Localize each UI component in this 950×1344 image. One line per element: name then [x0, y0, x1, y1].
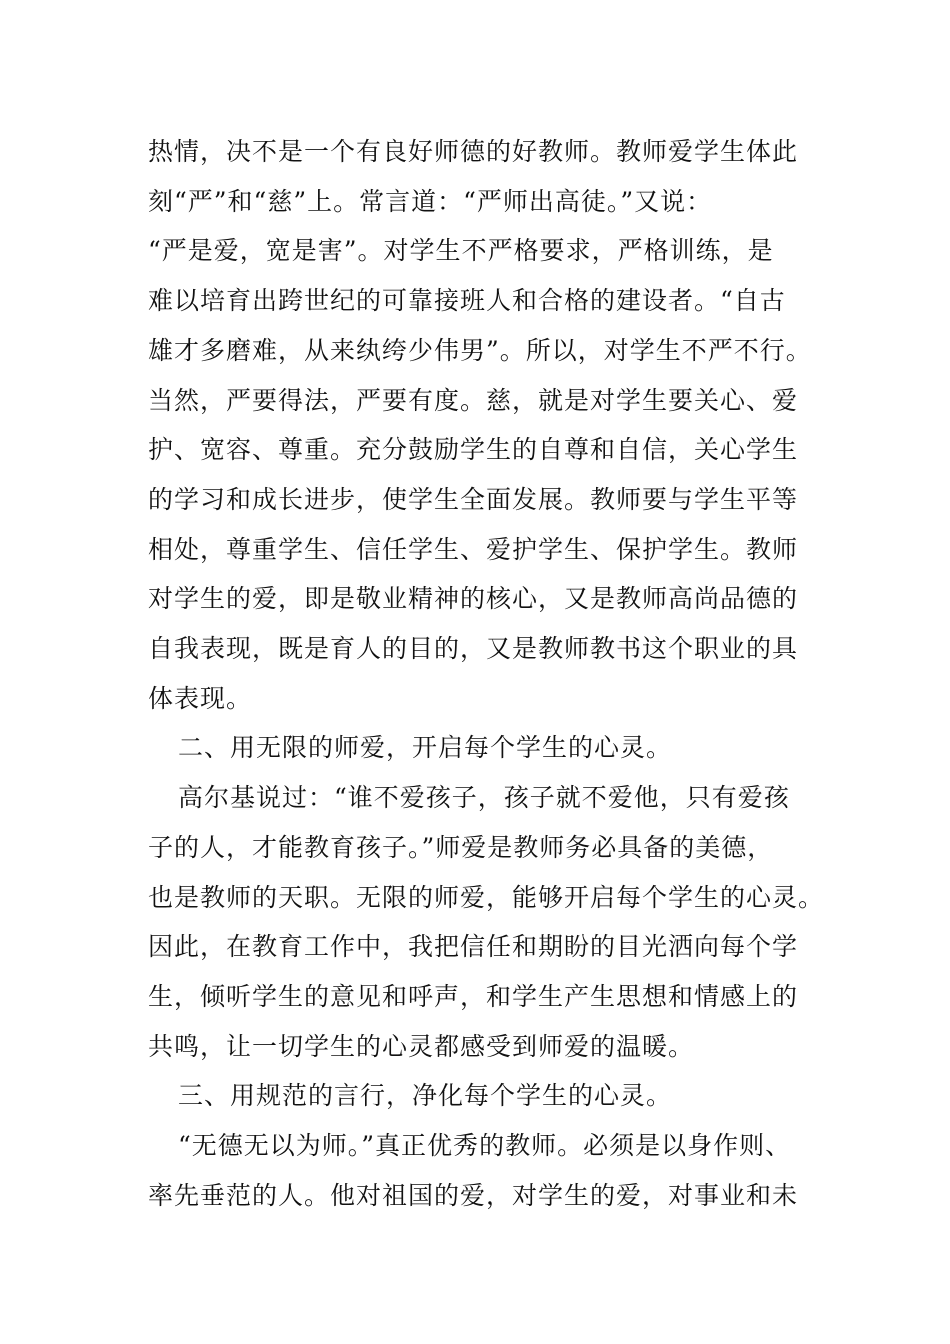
- text-line: 的学习和成长进步，使学生全面发展。教师要与学生平等: [148, 485, 799, 514]
- text-line: 子的人，才能教育孩子。”师爱是教师务必具备的美德，: [148, 833, 774, 862]
- text-line: 自我表现，既是育人的目的，又是教师教书这个职业的具: [148, 634, 799, 663]
- text-line: 雄才多磨难，从来纨绔少伟男”。所以，对学生不严不行。: [148, 336, 812, 365]
- section-heading: 三、用规范的言行，净化每个学生的心灵。: [178, 1081, 673, 1110]
- text-line: 相处，尊重学生、信任学生、爱护学生、保护学生。教师: [148, 535, 799, 564]
- text-line: “无德无以为师。”真正优秀的教师。必须是以身作则、: [178, 1131, 792, 1160]
- text-line: 也是教师的天职。无限的师爱，能够开启每个学生的心灵。: [148, 883, 825, 912]
- text-line: “严是爱，宽是害”。对学生不严格要求，严格训练，是: [148, 236, 774, 265]
- text-line: 刻“严”和“慈”上。常言道：“严师出高徒。”又说：: [148, 187, 713, 216]
- text-line: 体表现。: [148, 684, 253, 713]
- text-line: 难以培育出跨世纪的可靠接班人和合格的建设者。“自古: [148, 286, 786, 315]
- text-line: 热情，决不是一个有良好师德的好教师。教师爱学生体此: [148, 137, 799, 166]
- section-heading: 二、用无限的师爱，开启每个学生的心灵。: [178, 733, 673, 762]
- text-line: 共鸣，让一切学生的心灵都感受到师爱的温暖。: [148, 1032, 695, 1061]
- text-line: 高尔基说过：“谁不爱孩子，孩子就不爱他，只有爱孩: [178, 783, 790, 812]
- text-line: 护、宽容、尊重。充分鼓励学生的自尊和自信，关心学生: [148, 435, 799, 464]
- text-line: 当然，严要得法，严要有度。慈，就是对学生要关心、爱: [148, 386, 799, 415]
- text-line: 生，倾听学生的意见和呼声，和学生产生思想和情感上的: [148, 982, 799, 1011]
- text-line: 因此，在教育工作中，我把信任和期盼的目光洒向每个学: [148, 932, 799, 961]
- text-line: 率先垂范的人。他对祖国的爱，对学生的爱，对事业和未: [148, 1181, 799, 1210]
- text-line: 对学生的爱，即是敬业精神的核心，又是教师高尚品德的: [148, 584, 799, 613]
